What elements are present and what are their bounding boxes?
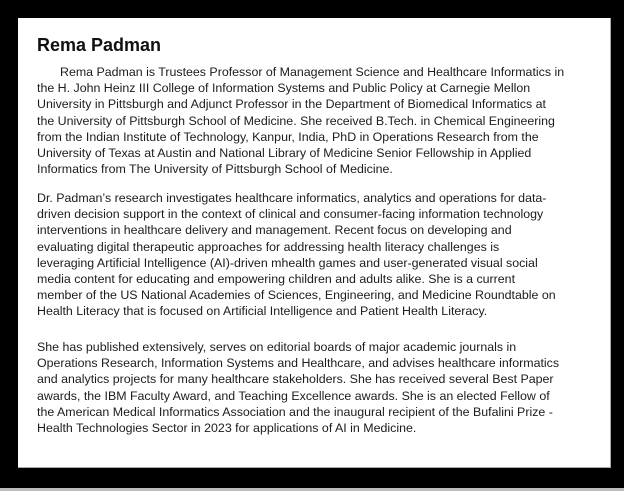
bio-title: Rema Padman xyxy=(37,35,162,55)
text-line: the University of Pittsburgh School of Medicine. She received B.Tech. in Chemical Engineering xyxy=(37,113,555,128)
text-line: and analytics projects for many healthcare stakeholders. She has received several Best Paper xyxy=(37,372,554,387)
text-line: Dr. Padman’s research investigates healthcare informatics, analytics and operations for data- xyxy=(37,191,547,205)
bio-paragraph-education xyxy=(37,64,564,177)
text-line: She has published extensively, serves on editorial boards of major academic journals in xyxy=(37,340,517,354)
text-line: media content for educating and empowering children and adults alike. She is a current xyxy=(37,271,516,286)
text-line: Informatics from The University of Pittsburgh School of Medicine. xyxy=(37,162,393,177)
text-line: the American Medical Informatics Association and the inaugural recipient of the Bufalini Prize - xyxy=(37,404,553,419)
text-line: driven decision support in the context of clinical and consumer-facing information technology xyxy=(37,207,544,222)
text-line: University in Pittsburgh and Adjunct Professor in the Department of Biomedical Informatics at xyxy=(37,97,546,112)
text-line: evaluating digital therapeutic approaches for addressing health literacy challenges is xyxy=(37,239,500,254)
text-line: Operations Research, Information Systems and Healthcare, and advises healthcare informatics xyxy=(37,356,560,371)
text-line: leveraging Artificial Intelligence (AI)-driven mhealth games and user-generated visual social xyxy=(37,255,538,270)
text-line: interventions in healthcare delivery and management. Recent focus on developing and xyxy=(37,223,512,238)
bio-paragraph-research xyxy=(37,190,556,320)
text-line: Rema Padman is Trustees Professor of Management Science and Healthcare Informatics in xyxy=(60,65,565,79)
text-line: member of the US National Academies of Sciences, Engineering, and Medicine Roundtable on xyxy=(37,288,556,303)
text-line: Health Technologies Sector in 2023 for applications of AI in Medicine. xyxy=(37,420,417,435)
bio-paragraph-awards xyxy=(37,339,559,436)
text-line: University of Texas at Austin and National Library of Medicine Senior Fellowship in Applied xyxy=(37,145,532,160)
text-line: Health Literacy that is focused on Artificial Intelligence and Patient Health Literacy. xyxy=(37,304,488,319)
bio-panel xyxy=(18,18,611,468)
text-line: awards, the IBM Faculty Award, and Teaching Excellence awards. She is an elected Fellow of xyxy=(37,388,550,403)
text-line: from the Indian Institute of Technology, Kanpur, India, PhD in Operations Research from the xyxy=(37,129,539,144)
text-line: the H. John Heinz III College of Information Systems and Public Policy at Carnegie Mellon xyxy=(37,81,531,96)
